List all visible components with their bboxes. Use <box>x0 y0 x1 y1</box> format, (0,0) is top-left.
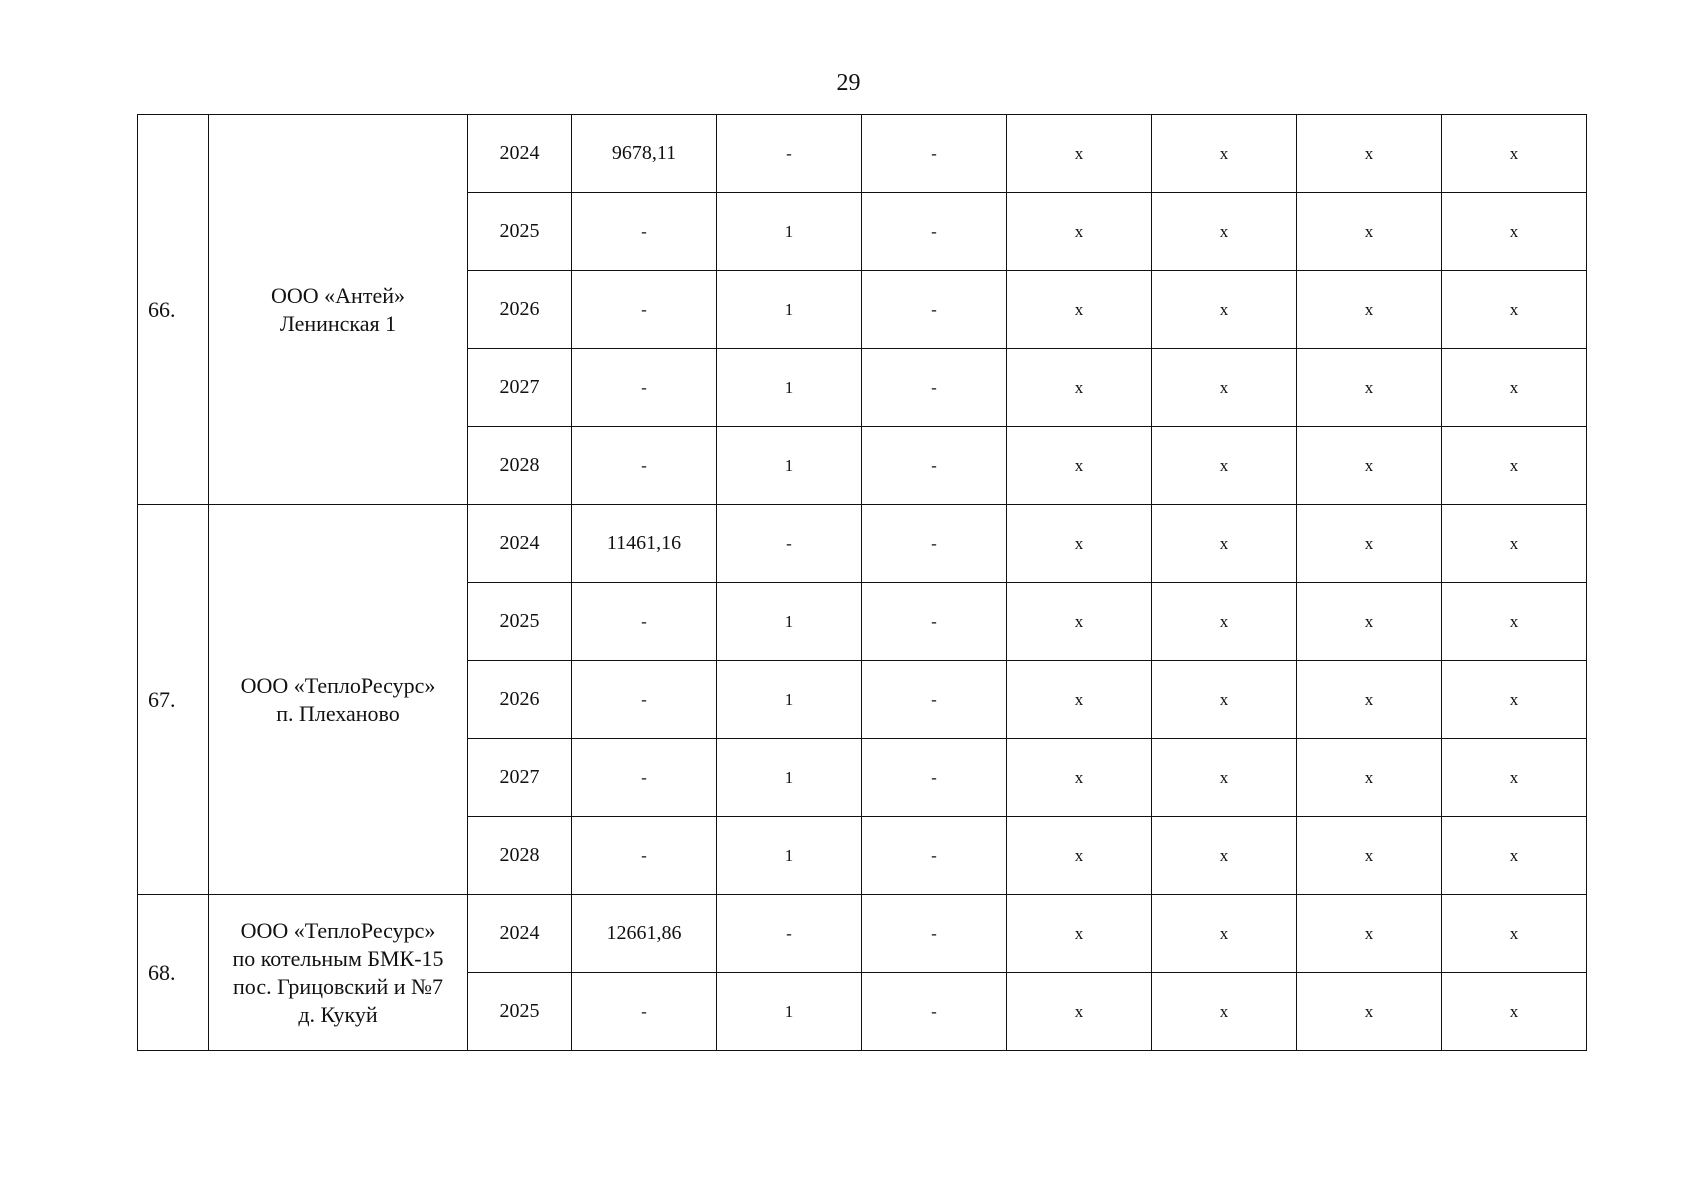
value-cell: x <box>1442 817 1587 895</box>
year-cell: 2027 <box>468 349 572 427</box>
value-cell: - <box>572 661 717 739</box>
value-cell: - <box>572 817 717 895</box>
value-cell: - <box>862 739 1007 817</box>
value-cell: x <box>1297 505 1442 583</box>
value-cell: - <box>572 427 717 505</box>
value-cell: x <box>1007 895 1152 973</box>
value-cell: x <box>1007 427 1152 505</box>
value-cell: - <box>862 817 1007 895</box>
value-cell: 1 <box>717 661 862 739</box>
year-cell: 2025 <box>468 973 572 1051</box>
organization-line: по котельным БМК-15 <box>232 945 444 971</box>
value-cell: - <box>572 193 717 271</box>
value-cell: - <box>862 271 1007 349</box>
year-cell: 2025 <box>468 583 572 661</box>
page-number: 29 <box>836 70 861 96</box>
year-cell: 2024 <box>468 115 572 193</box>
organization-line: пос. Грицовский и №7 <box>233 973 443 999</box>
organization-line: Ленинская 1 <box>279 310 397 336</box>
value-cell: x <box>1152 739 1297 817</box>
data-table <box>137 114 1587 1051</box>
value-cell: x <box>1152 349 1297 427</box>
value-cell: x <box>1152 427 1297 505</box>
value-cell: 1 <box>717 271 862 349</box>
value-cell: x <box>1297 895 1442 973</box>
value-cell: x <box>1442 583 1587 661</box>
value-cell: x <box>1152 115 1297 193</box>
value-cell: 1 <box>717 349 862 427</box>
value-cell: x <box>1007 583 1152 661</box>
organization-cell <box>209 895 468 1051</box>
value-cell: - <box>717 895 862 973</box>
value-cell: x <box>1152 661 1297 739</box>
value-cell: x <box>1442 739 1587 817</box>
value-cell: - <box>862 895 1007 973</box>
value-cell: x <box>1297 193 1442 271</box>
value-cell: x <box>1442 193 1587 271</box>
value-cell: x <box>1442 505 1587 583</box>
value-cell: x <box>1152 817 1297 895</box>
value-cell: x <box>1442 427 1587 505</box>
value-cell: x <box>1442 895 1587 973</box>
table-row <box>138 505 1587 583</box>
organization-cell <box>209 505 468 895</box>
value-cell: 1 <box>717 193 862 271</box>
value-cell: x <box>1297 349 1442 427</box>
value-cell: x <box>1152 583 1297 661</box>
value-cell: x <box>1007 193 1152 271</box>
value-cell: x <box>1297 115 1442 193</box>
organization-line: п. Плеханово <box>276 700 400 726</box>
row-number: 68. <box>138 895 209 1051</box>
value-cell: x <box>1007 115 1152 193</box>
value-cell: - <box>862 193 1007 271</box>
value-cell: - <box>862 583 1007 661</box>
value-cell: x <box>1152 505 1297 583</box>
table-row <box>138 115 1587 193</box>
value-cell: - <box>862 661 1007 739</box>
value-cell: - <box>572 271 717 349</box>
value-cell: x <box>1152 973 1297 1051</box>
value-cell: x <box>1152 193 1297 271</box>
organization-line: ООО «Антей» <box>271 282 405 308</box>
value-cell: x <box>1007 973 1152 1051</box>
value-cell: x <box>1442 661 1587 739</box>
year-cell: 2026 <box>468 271 572 349</box>
year-cell: 2028 <box>468 427 572 505</box>
value-cell: x <box>1442 973 1587 1051</box>
value-cell: - <box>862 973 1007 1051</box>
value-cell: - <box>572 583 717 661</box>
year-cell: 2025 <box>468 193 572 271</box>
year-cell: 2024 <box>468 895 572 973</box>
row-number: 66. <box>138 115 209 505</box>
value-cell: x <box>1007 661 1152 739</box>
value-cell: x <box>1297 739 1442 817</box>
value-cell: 9678,11 <box>572 115 717 193</box>
value-cell: x <box>1297 271 1442 349</box>
value-cell: 1 <box>717 739 862 817</box>
year-cell: 2028 <box>468 817 572 895</box>
year-cell: 2024 <box>468 505 572 583</box>
value-cell: - <box>717 115 862 193</box>
value-cell: - <box>862 427 1007 505</box>
value-cell: x <box>1297 973 1442 1051</box>
value-cell: 1 <box>717 583 862 661</box>
value-cell: x <box>1442 271 1587 349</box>
value-cell: 11461,16 <box>572 505 717 583</box>
value-cell: - <box>717 505 862 583</box>
value-cell: x <box>1007 739 1152 817</box>
organization-line: ООО «ТеплоРесурс» <box>240 917 436 943</box>
value-cell: - <box>862 505 1007 583</box>
value-cell: x <box>1007 271 1152 349</box>
value-cell: x <box>1442 349 1587 427</box>
value-cell: - <box>862 349 1007 427</box>
value-cell: 12661,86 <box>572 895 717 973</box>
value-cell: 1 <box>717 427 862 505</box>
value-cell: - <box>572 349 717 427</box>
value-cell: x <box>1297 817 1442 895</box>
value-cell: x <box>1152 895 1297 973</box>
value-cell: x <box>1297 661 1442 739</box>
row-number: 67. <box>138 505 209 895</box>
value-cell: x <box>1007 817 1152 895</box>
table-row <box>138 895 1587 973</box>
organization-line: д. Кукуй <box>298 1001 378 1027</box>
value-cell: 1 <box>717 817 862 895</box>
value-cell: x <box>1297 583 1442 661</box>
value-cell: x <box>1442 115 1587 193</box>
value-cell: - <box>862 115 1007 193</box>
value-cell: x <box>1007 505 1152 583</box>
value-cell: 1 <box>717 973 862 1051</box>
value-cell: x <box>1297 427 1442 505</box>
value-cell: x <box>1152 271 1297 349</box>
value-cell: - <box>572 739 717 817</box>
year-cell: 2027 <box>468 739 572 817</box>
organization-line: ООО «ТеплоРесурс» <box>240 672 436 698</box>
table-body <box>138 115 1587 1051</box>
value-cell: x <box>1007 349 1152 427</box>
organization-cell <box>209 115 468 505</box>
value-cell: - <box>572 973 717 1051</box>
year-cell: 2026 <box>468 661 572 739</box>
